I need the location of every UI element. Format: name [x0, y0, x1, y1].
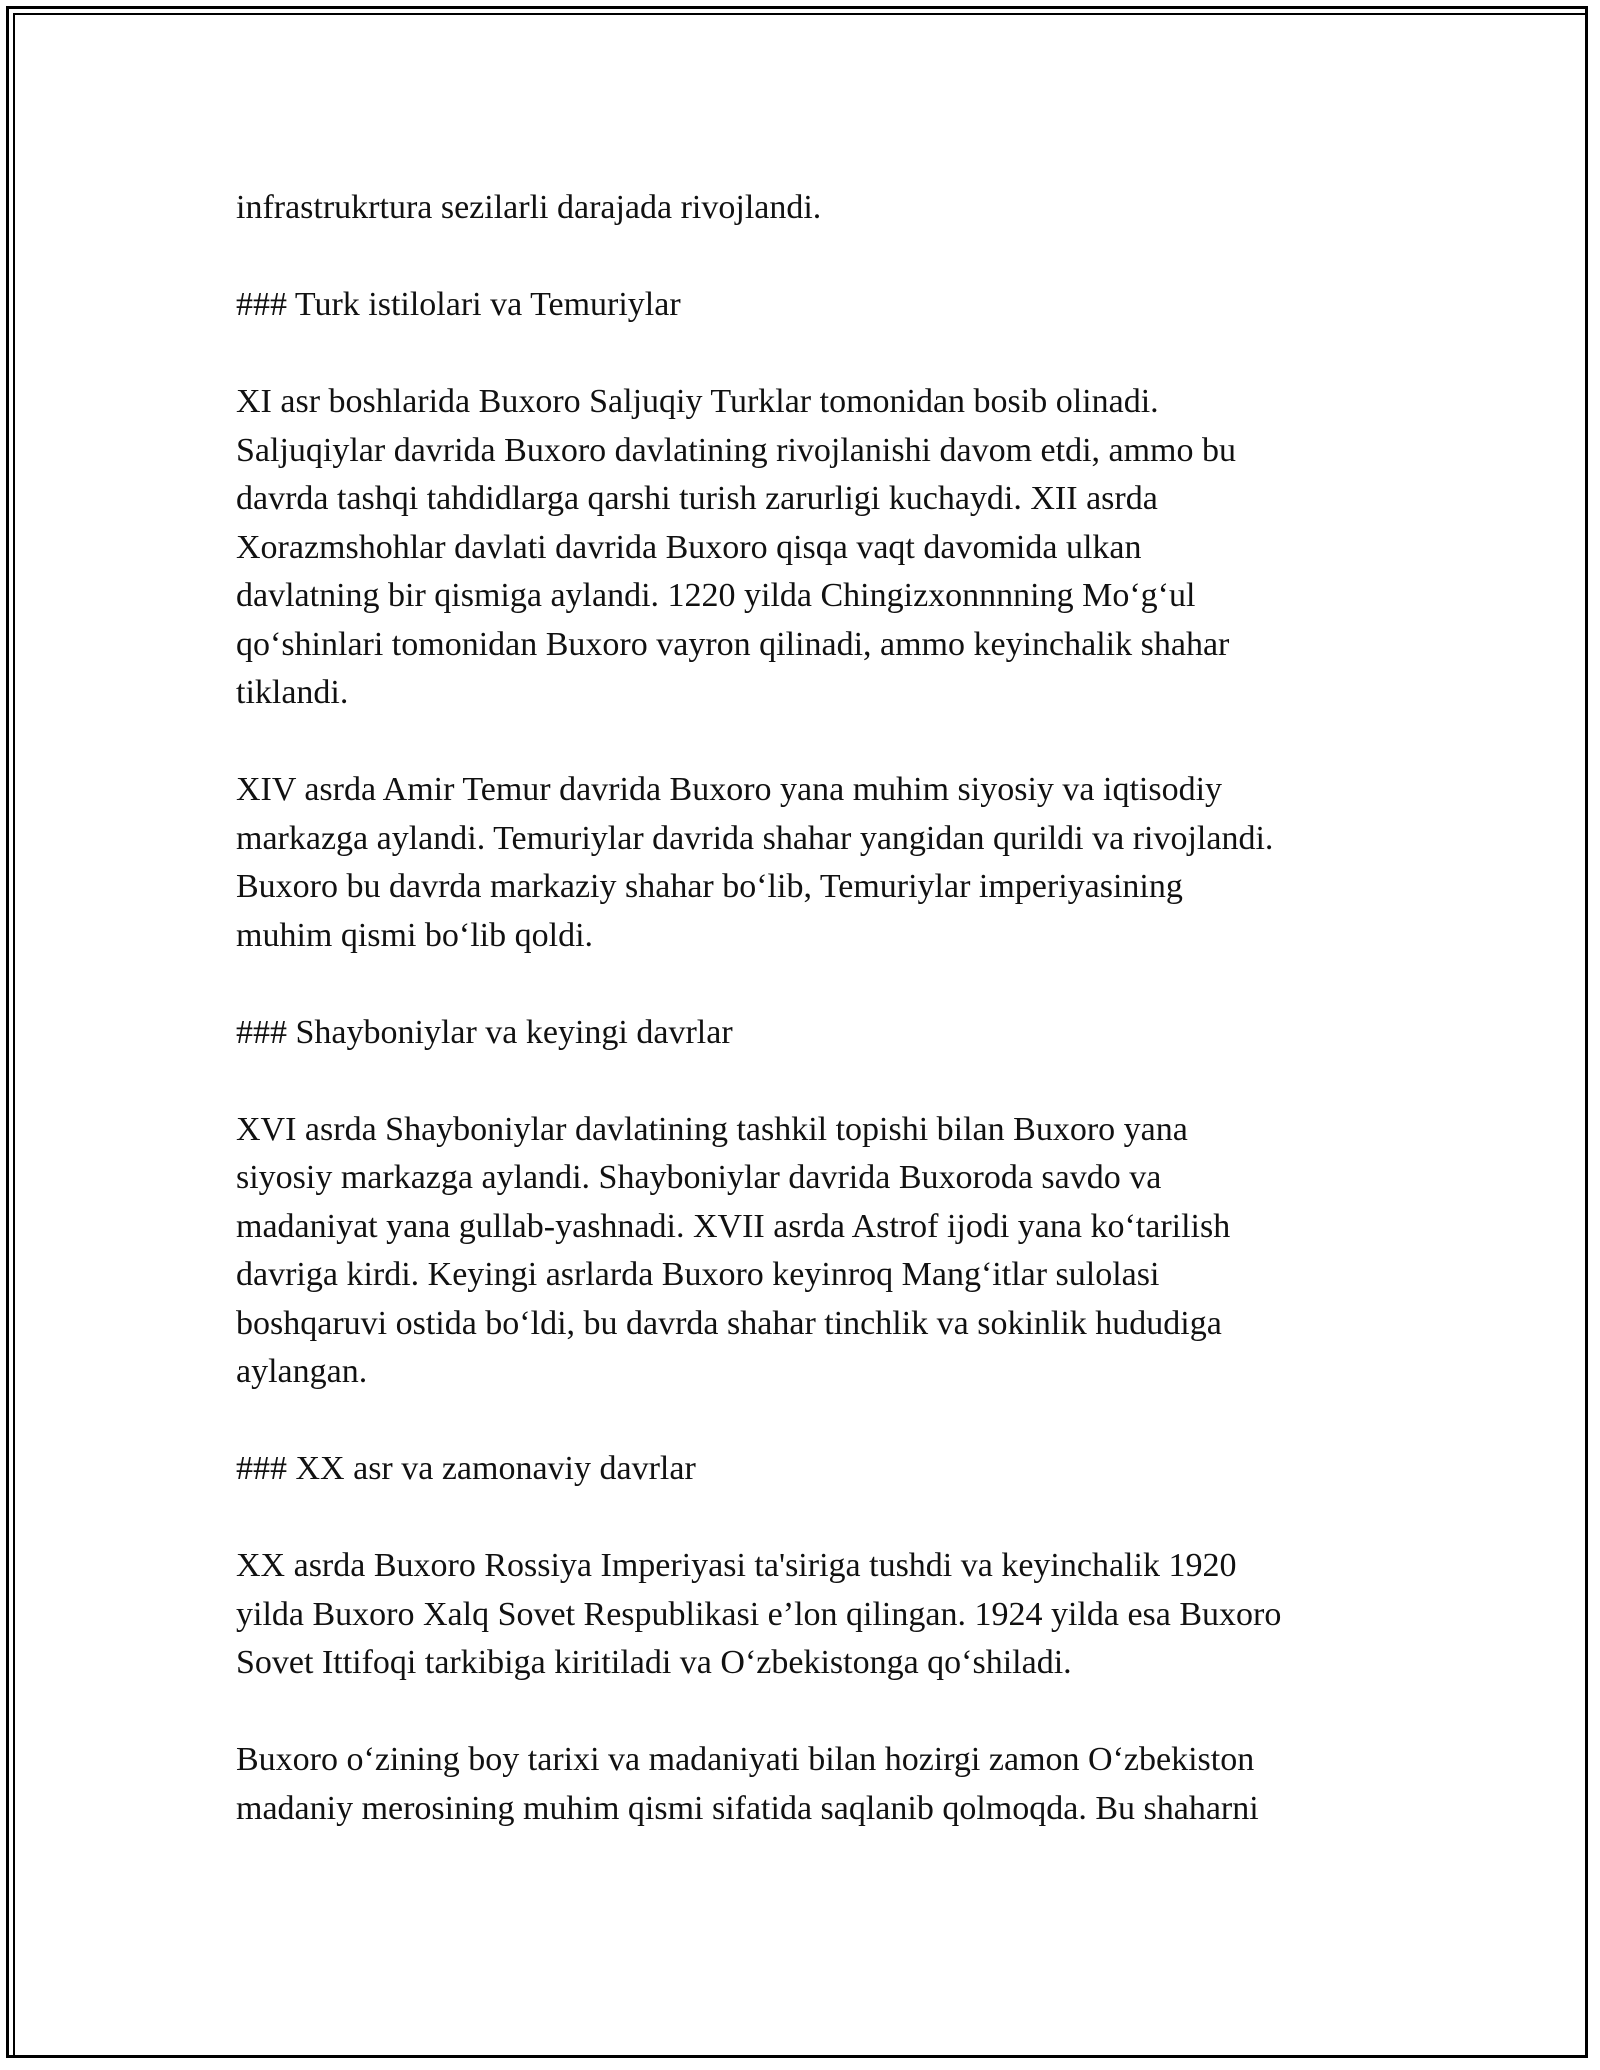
text-line: aylangan. — [236, 1353, 368, 1390]
text-line: XI asr boshlarida Buxoro Saljuqiy Turklar tomonidan bosib olinadi. — [236, 383, 1159, 420]
text-line: davrda tashqi tahdidlarga qarshi turish zarurligi kuchaydi. XII asrda — [236, 480, 1158, 517]
document-body — [236, 184, 1396, 1882]
heading-text: ### Shayboniylar va keyingi davrlar — [236, 1013, 733, 1051]
paragraph — [236, 1736, 1396, 1833]
paragraph — [236, 766, 1396, 960]
text-line: XX asrda Buxoro Rossiya Imperiyasi ta'siriga tushdi va keyinchalik 1920 — [236, 1547, 1237, 1584]
text-line: Buxoro o‘zining boy tarixi va madaniyati bilan hozirgi zamon O‘zbekiston — [236, 1741, 1255, 1778]
text-line: Saljuqiylar davrida Buxoro davlatining rivojlanishi davom etdi, ammo bu — [236, 431, 1236, 469]
section-heading — [236, 1445, 1396, 1494]
text-line: qo‘shinlari tomonidan Buxoro vayron qilinadi, ammo keyinchalik shahar — [236, 625, 1230, 663]
heading-text: ### Turk istilolari va Temuriylar — [236, 286, 681, 323]
text-line: muhim qismi bo‘lib qoldi. — [236, 916, 594, 954]
text-line: markazga aylandi. Temuriylar davrida shahar yangidan qurildi va rivojlandi. — [236, 819, 1274, 857]
text-line: infrastrukrtura sezilarli darajada rivojlandi. — [236, 189, 822, 226]
section-heading — [236, 1009, 1396, 1058]
section-heading — [236, 281, 1396, 330]
text-line: boshqaruvi ostida bo‘ldi, bu davrda shahar tinchlik va sokinlik hududiga — [236, 1304, 1222, 1342]
text-line: XVI asrda Shayboniylar davlatining tashkil topishi bilan Buxoro yana — [236, 1110, 1188, 1148]
paragraph — [236, 1106, 1396, 1397]
text-line: Buxoro bu davrda markaziy shahar bo‘lib, Temuriylar imperiyasining — [236, 868, 1183, 905]
text-line: davlatning bir qismiga aylandi. 1220 yilda Chingizxonnnning Mo‘g‘ul — [236, 577, 1196, 614]
text-line: madaniyat yana gullab-yashnadi. XVII asrda Astrof ijodi yana ko‘tarilish — [236, 1207, 1231, 1245]
paragraph — [236, 184, 1396, 233]
paragraph — [236, 1542, 1396, 1688]
text-line: Xorazmshohlar davlati davrida Buxoro qisqa vaqt davomida ulkan — [236, 528, 1142, 566]
text-line: yilda Buxoro Xalq Sovet Respublikasi e’lon qilingan. 1924 yilda esa Buxoro — [236, 1595, 1282, 1633]
text-line: madaniy merosining muhim qismi sifatida saqlanib qolmoqda. Bu shaharni — [236, 1789, 1259, 1827]
heading-text: ### XX asr va zamonaviy davrlar — [236, 1450, 696, 1487]
text-line: Sovet Ittifoqi tarkibiga kiritiladi va O‘zbekistonga qo‘shiladi. — [236, 1644, 1072, 1681]
text-line: davriga kirdi. Keyingi asrlarda Buxoro keyinroq Mang‘itlar sulolasi — [236, 1256, 1160, 1293]
text-line: tiklandi. — [236, 674, 349, 711]
text-line: siyosiy markazga aylandi. Shayboniylar davrida Buxoroda savdo va — [236, 1159, 1162, 1196]
text-line: XIV asrda Amir Temur davrida Buxoro yana muhim siyosiy va iqtisodiy — [236, 771, 1223, 808]
paragraph — [236, 378, 1396, 718]
